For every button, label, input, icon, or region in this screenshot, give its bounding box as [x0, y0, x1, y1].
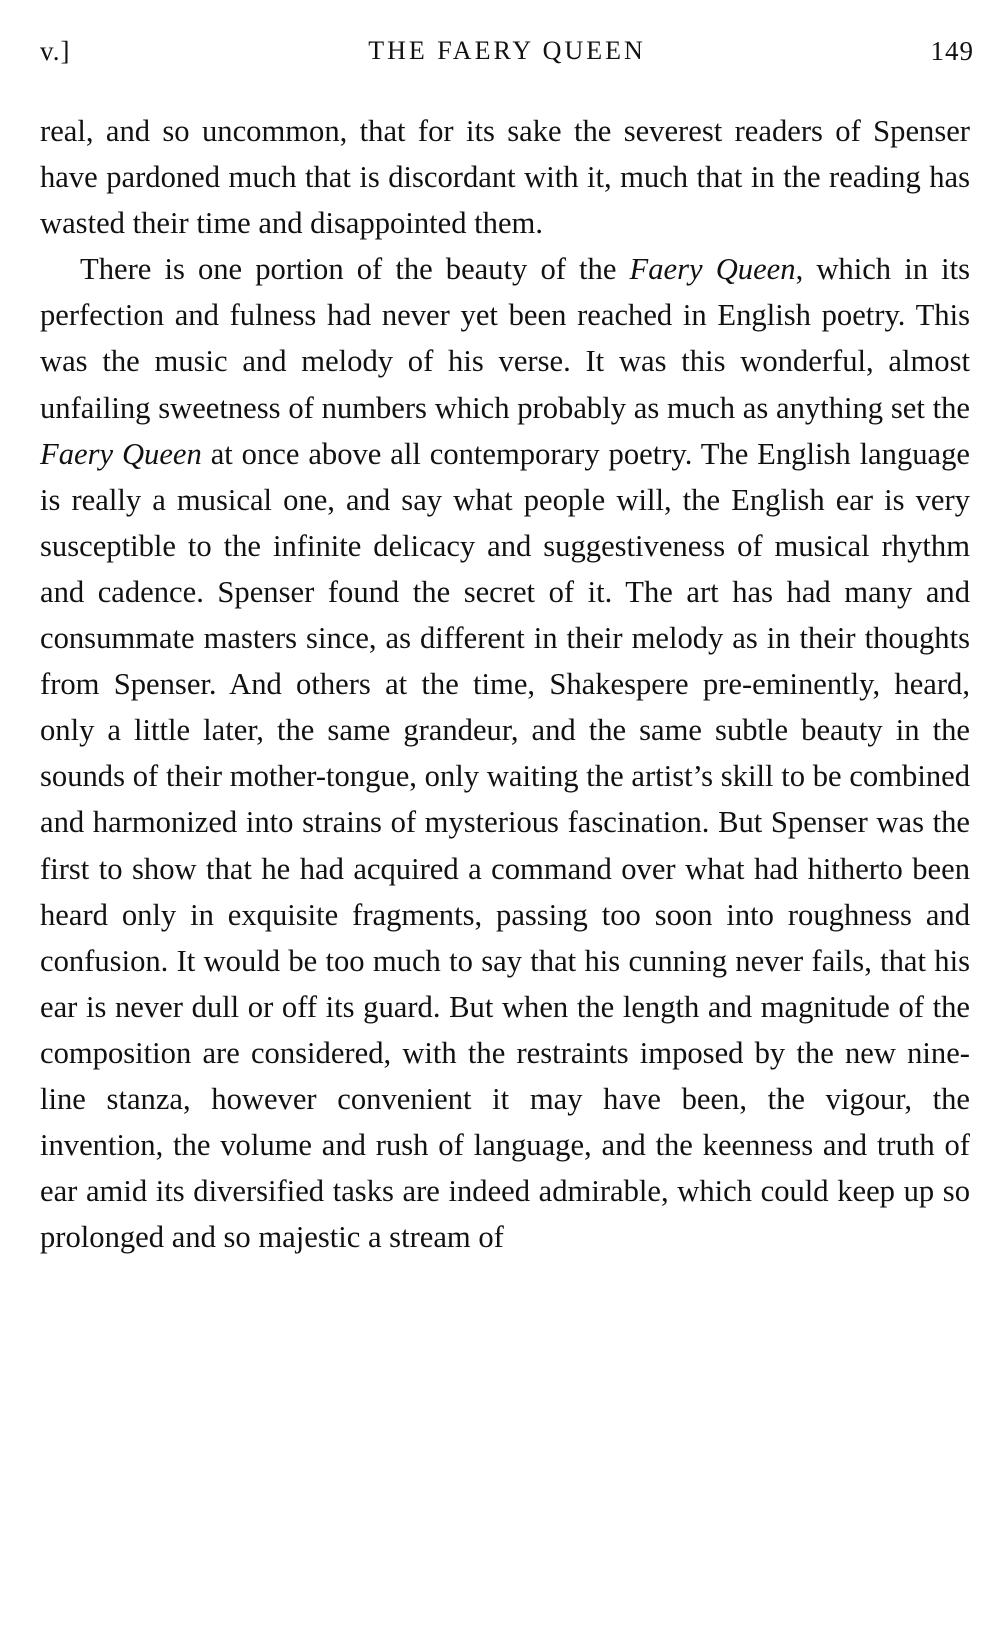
book-title-italic: Faery Queen	[629, 252, 796, 287]
paragraph	[40, 246, 970, 1260]
page-number: 149	[930, 36, 974, 66]
text-segment: at once above all contemporary poetry. The English language is really a musical one, and say what people will, the English ear is very susceptible to the infinite delicacy and suggestiveness of musical rhythm and cadence. Spenser found the secret of it. The art has had many and consummate masters since, as different in their melody as in their thoughts from Spenser. And others at the time, Shakespere pre-eminently, heard, only a little later, the same grandeur, and the same subtle beauty in the sounds of their mother-tongue, only waiting the artist’s skill to be combined and harmonized into strains of mysterious fascination. But Spenser was the first to show that he had acquired a command over what had hitherto been heard only in exquisite fragments, passing too soon into roughness and confusion. It would be too much to say that his cunning never fails, that his ear is never dull or off its guard. But when the length and magnitude of the composition are considered, with the restraints imposed by the new nine-line stanza, however convenient it may have been, the vigour, the invention, the volume and rush of language, and the keenness and truth of ear amid its diversified tasks are indeed admirable, which could keep up so prolonged and so majestic a stream of	[40, 436, 970, 1255]
text-segment: real, and so uncommon, that for its sake the severest readers of Spenser have pardoned much that is discordant with it, much that in the reading has wasted their time and disappointed them.	[40, 114, 970, 241]
running-title: THE FAERY QUEEN	[368, 36, 646, 65]
paragraph-continued	[40, 108, 970, 246]
body-text	[40, 108, 970, 1260]
text-segment: , which in its perfection and fulness had never yet been reached in English poetry. This was the music and melody of his verse. It was this wonderful, almost unfailing sweetness of numbers which probably as much as anything set the	[40, 252, 971, 425]
running-head	[40, 36, 974, 76]
text-segment: There is one portion of the beauty of the	[80, 252, 630, 287]
book-title-italic: Faery Queen	[40, 436, 202, 471]
chapter-marker: v.]	[40, 36, 71, 66]
